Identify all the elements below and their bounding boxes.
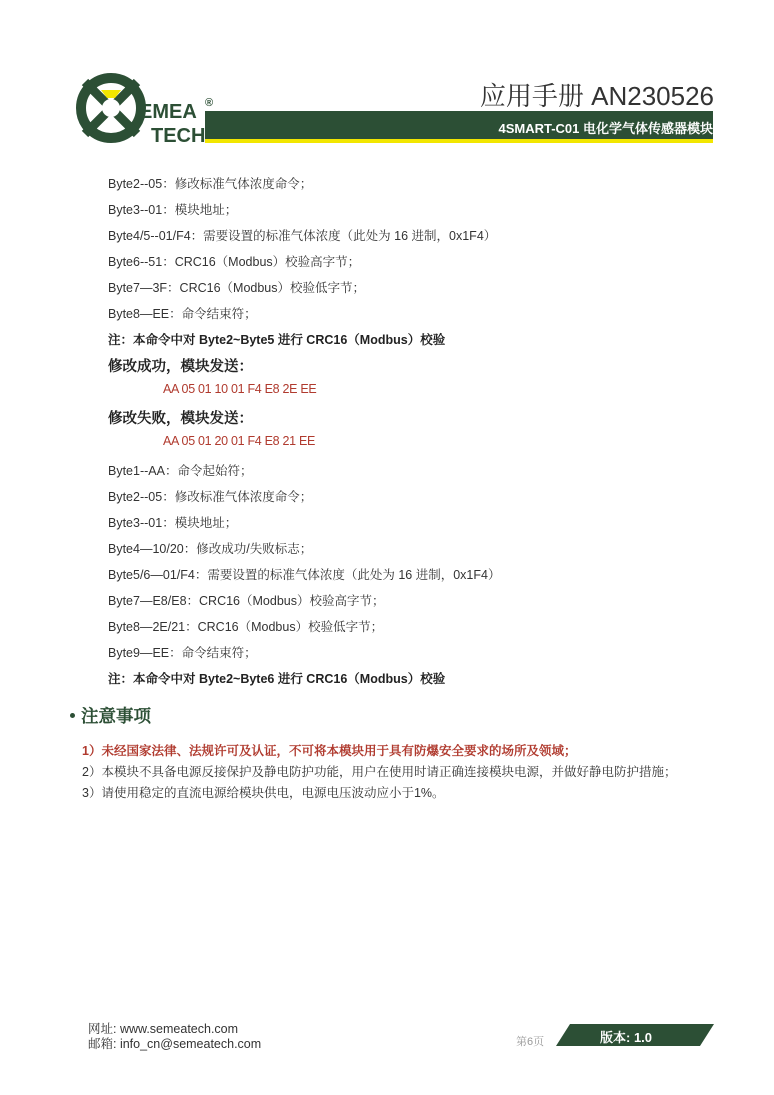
crc-note: 注：本命令中对 Byte2~Byte5 进行 CRC16（Modbus）校验 xyxy=(108,333,446,347)
byte-line: Byte9—EE：命令结束符； xyxy=(108,646,257,660)
byte-line: Byte8—EE：命令结束符； xyxy=(108,307,257,321)
logo-text-top: EMEA xyxy=(139,101,197,123)
byte-line: Byte4—10/20：修改成功/失败标志； xyxy=(108,542,313,556)
byte-line: Byte3--01：模块地址； xyxy=(108,516,238,530)
success-heading: 修改成功，模块发送： xyxy=(108,359,253,375)
success-hex-command: AA 05 01 10 01 F4 E8 2E EE xyxy=(163,382,317,396)
byte-line: Byte6--51：CRC16（Modbus）校验高字节； xyxy=(108,255,361,269)
document-title: 应用手册 AN230526 xyxy=(479,81,714,111)
notice-item: 1）未经国家法律、法规许可及认证，不可将本模块用于具有防爆安全要求的场所及领域； xyxy=(82,744,577,758)
byte-line: Byte2--05：修改标准气体浓度命令； xyxy=(108,490,313,504)
logo-center xyxy=(102,99,120,117)
document-subtitle: 4SMART-C01 电化学气体传感器模块 xyxy=(498,121,713,136)
byte-line: Byte7—3F：CRC16（Modbus）校验低字节； xyxy=(108,281,366,295)
bullet-icon xyxy=(70,713,75,718)
byte-line: Byte7—E8/E8：CRC16（Modbus）校验高字节； xyxy=(108,594,385,608)
page-number: 第6页 xyxy=(516,1036,545,1048)
notice-item: 3）请使用稳定的直流电源给模块供电，电源电压波动应小于1%。 xyxy=(82,786,445,800)
fail-hex-command: AA 05 01 20 01 F4 E8 21 EE xyxy=(163,434,316,448)
fail-heading: 修改失败，模块发送： xyxy=(108,411,253,427)
logo-registered-mark: ® xyxy=(205,97,214,109)
notice-heading-text: 注意事项 xyxy=(81,706,151,726)
footer-website: 网址: www.semeatech.com xyxy=(88,1022,239,1036)
notice-item: 2）本模块不具备电源反接保护及静电防护功能，用户在使用时请正确连接模块电源，并做好静电防护措施； xyxy=(82,765,677,779)
notice-heading xyxy=(70,703,151,728)
byte-line: Byte2--05：修改标准气体浓度命令； xyxy=(108,177,313,191)
byte-line: Byte8—2E/21：CRC16（Modbus）校验低字节； xyxy=(108,620,384,634)
version-label: 版本: 1.0 xyxy=(600,1030,653,1045)
logo-text-bottom: TECH xyxy=(151,125,206,147)
byte-line: Byte5/6—01/F4：需要设置的标准气体浓度（此处为 16 进制，0x1F4） xyxy=(108,568,501,582)
byte-line: Byte1--AA：命令起始符； xyxy=(108,464,253,478)
crc-note: 注：本命令中对 Byte2~Byte6 进行 CRC16（Modbus）校验 xyxy=(108,672,446,686)
byte-line: Byte3--01：模块地址； xyxy=(108,203,238,217)
footer-email: 邮箱: info_cn@semeatech.com xyxy=(88,1037,262,1051)
byte-line: Byte4/5--01/F4：需要设置的标准气体浓度（此处为 16 进制，0x1F4） xyxy=(108,229,497,243)
header-accent-stripe xyxy=(205,139,713,143)
